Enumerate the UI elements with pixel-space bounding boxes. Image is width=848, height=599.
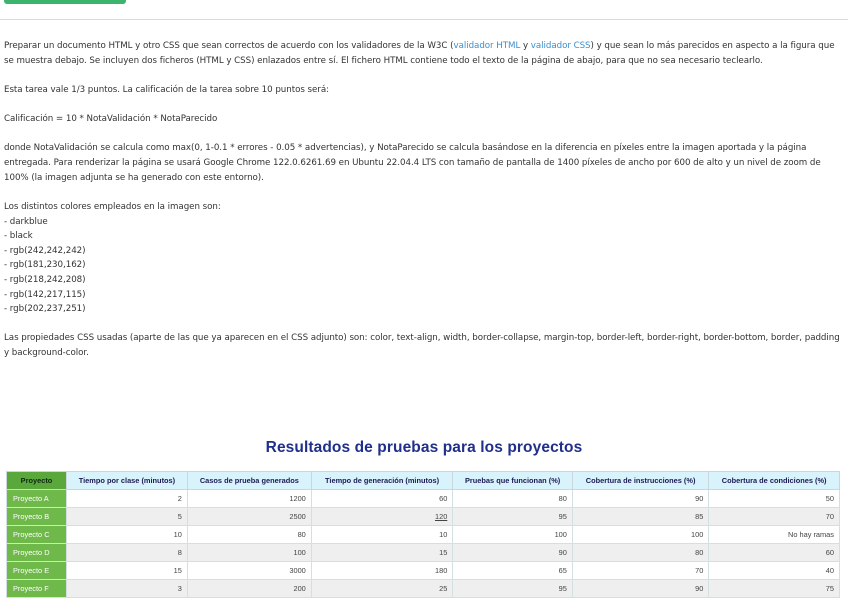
project-cell: Proyecto A <box>7 490 67 508</box>
table-cell: 50 <box>709 490 840 508</box>
table-cell: 70 <box>572 562 708 580</box>
top-tab-indicator[interactable] <box>4 0 126 4</box>
table-cell: 85 <box>572 508 708 526</box>
header-cell: Tiempo por clase (minutos) <box>67 472 188 490</box>
header-cell: Cobertura de condiciones (%) <box>709 472 840 490</box>
project-cell: Proyecto B <box>7 508 67 526</box>
color-item: - rgb(202,237,251) <box>4 304 86 315</box>
table-cell: 100 <box>453 526 573 544</box>
table-header-row <box>7 472 840 490</box>
table-row <box>7 580 840 598</box>
header-cell-project: Proyecto <box>7 472 67 490</box>
table-cell: 95 <box>453 508 573 526</box>
table-cell: 15 <box>311 544 453 562</box>
table-row <box>7 508 840 526</box>
color-item: - rgb(218,242,208) <box>4 274 86 285</box>
explanation-paragraph: donde NotaValidación se calcula como max(0, 1-0.1 * errores - 0.05 * advertencias), y NotaParecido se calcula basándose en la diferencia en píxeles entre la imagen aportada y la página entregada. Para renderizar la página se usará Google Chrome 122.0.6261.69 en Ubuntu 22.04.4 LTS con tamaño de pantalla de 1400 píxeles de ancho por 600 de alto y un nivel de zoom de 100% (la imagen adjunta se ha generado con este entorno). <box>4 143 821 183</box>
project-cell: Proyecto E <box>7 562 67 580</box>
table-cell: 2 <box>67 490 188 508</box>
css-props-paragraph: Las propiedades CSS usadas (aparte de las que ya aparecen en el CSS adjunto) son: color, text-align, width, border-collapse, margin-top, border-left, border-right, border-bottom, border, padding y background-color. <box>4 332 840 358</box>
table-cell: 65 <box>453 562 573 580</box>
intro-paragraph <box>4 39 846 69</box>
table-cell: 2500 <box>187 508 311 526</box>
table-cell: 90 <box>572 490 708 508</box>
table-cell: 10 <box>311 526 453 544</box>
table-row <box>7 490 840 508</box>
table-cell: 10 <box>67 526 188 544</box>
table-cell: 95 <box>453 580 573 598</box>
color-item: - black <box>4 231 33 242</box>
header-cell: Tiempo de generación (minutos) <box>311 472 453 490</box>
color-item: - rgb(181,230,162) <box>4 260 86 271</box>
table-cell: 3 <box>67 580 188 598</box>
intro-and-text: y <box>520 41 531 51</box>
table-cell: 5 <box>67 508 188 526</box>
color-item: - rgb(142,217,115) <box>4 289 86 300</box>
table-cell: 90 <box>453 544 573 562</box>
table-cell: 90 <box>572 580 708 598</box>
table-cell: 1200 <box>187 490 311 508</box>
project-cell: Proyecto D <box>7 544 67 562</box>
task-value-paragraph: Esta tarea vale 1/3 puntos. La calificación de la tarea sobre 10 puntos será: <box>4 85 329 95</box>
colors-intro: Los distintos colores empleados en la imagen son: <box>4 202 221 212</box>
validator-html-link[interactable]: validador HTML <box>453 41 521 51</box>
table-cell: No hay ramas <box>709 526 840 544</box>
results-table <box>6 471 840 598</box>
formula-paragraph: Calificación = 10 * NotaValidación * NotaParecido <box>4 114 218 124</box>
project-cell: Proyecto C <box>7 526 67 544</box>
color-item: - rgb(242,242,242) <box>4 245 86 256</box>
table-row <box>7 544 840 562</box>
table-row <box>7 526 840 544</box>
intro-text-1: Preparar un documento HTML y otro CSS que sean correctos de acuerdo con los validadores de la W3C ( <box>4 41 454 51</box>
table-cell: 100 <box>572 526 708 544</box>
intro-text-2: ) y que sean lo más parecidos en aspecto a la figura que se muestra debajo. Se incluyen dos ficheros (HTML y CSS) enlazados entre sí. El fichero HTML contiene todo el texto de la página de abajo, para que no sea necesario teclearlo. <box>4 41 835 66</box>
table-cell: 75 <box>709 580 840 598</box>
table-cell: 120 <box>311 508 453 526</box>
table-cell: 60 <box>311 490 453 508</box>
header-cell: Cobertura de instrucciones (%) <box>572 472 708 490</box>
colors-list <box>4 200 846 317</box>
table-cell: 25 <box>311 580 453 598</box>
table-cell: 180 <box>311 562 453 580</box>
table-cell: 80 <box>572 544 708 562</box>
table-cell: 100 <box>187 544 311 562</box>
validator-css-link[interactable]: validador CSS <box>530 41 591 51</box>
project-cell: Proyecto F <box>7 580 67 598</box>
header-cell: Casos de prueba generados <box>187 472 311 490</box>
table-cell: 60 <box>709 544 840 562</box>
table-cell: 80 <box>453 490 573 508</box>
header-cell: Pruebas que funcionan (%) <box>453 472 573 490</box>
main-content <box>4 39 846 361</box>
table-cell: 70 <box>709 508 840 526</box>
color-item: - darkblue <box>4 216 48 227</box>
table-cell: 200 <box>187 580 311 598</box>
table-cell: 3000 <box>187 562 311 580</box>
table-cell: 15 <box>67 562 188 580</box>
header-divider <box>0 19 848 20</box>
table-row <box>7 562 840 580</box>
table-cell: 40 <box>709 562 840 580</box>
table-cell: 80 <box>187 526 311 544</box>
results-title: Resultados de pruebas para los proyectos <box>265 439 583 456</box>
table-cell: 8 <box>67 544 188 562</box>
